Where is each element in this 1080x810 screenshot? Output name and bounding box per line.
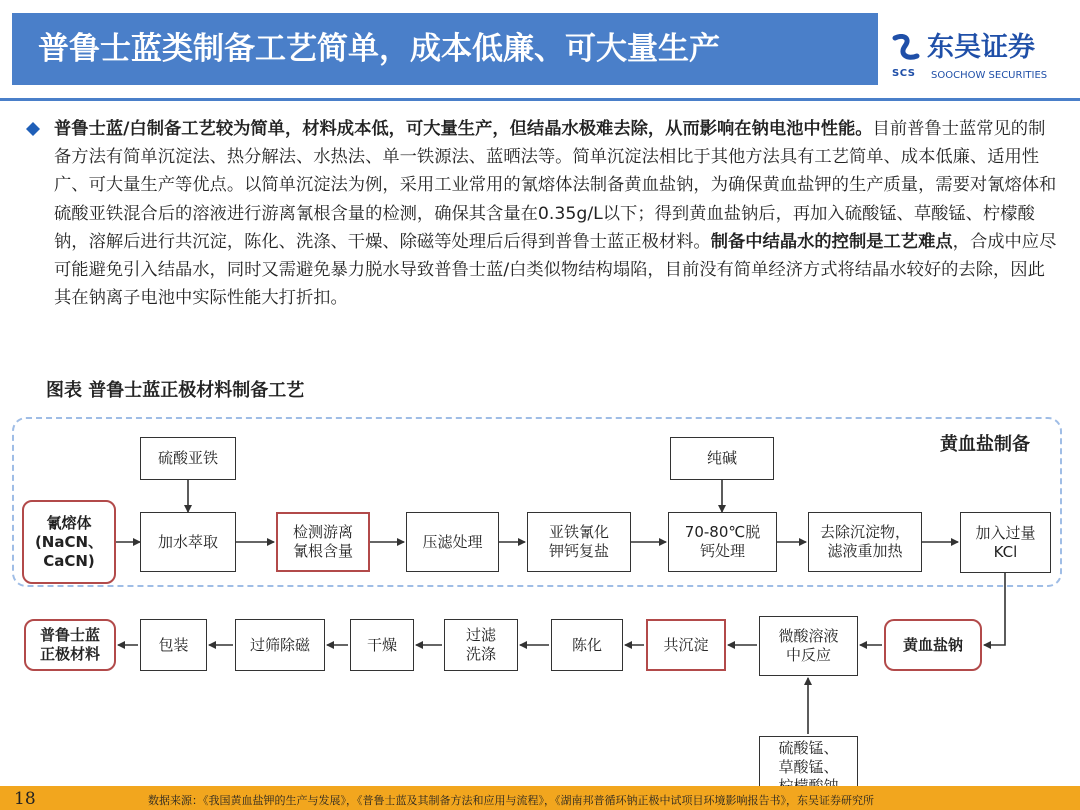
page-title: 普鲁士蓝类制备工艺简单，成本低廉、可大量生产	[38, 31, 720, 67]
node-aging: 陈化	[551, 619, 623, 671]
logo-chinese-name: 东吴证券	[927, 32, 1035, 63]
figure-title: 图表 普鲁士蓝正极材料制备工艺	[46, 380, 305, 401]
node-filter-wash: 过滤 洗涤	[444, 619, 518, 671]
node-remove-precipitate: 去除沉淀物， 滤液重加热	[808, 512, 922, 572]
body-text-2: ，合成中应尽可能避免引入结晶水，同时又需避免暴力脱水导致普鲁士蓝/白类似物结构塌陷，目前没有简单经济方式将结晶水较好的去除，因此其在钠离子电池中实际性能大打折扣。	[54, 231, 1057, 309]
node-drying: 干燥	[350, 619, 414, 671]
lead-sentence: 普鲁士蓝/白制备工艺较为简单，材料成本低，可大量生产，但结晶水极难去除，从而影响在钠电池中性能。	[54, 119, 873, 139]
logo-scs-text: SCS	[892, 68, 916, 79]
key-point: 制备中结晶水的控制是工艺难点	[710, 231, 953, 252]
node-packaging: 包装	[140, 619, 207, 671]
node-water-extraction: 加水萃取	[140, 512, 236, 572]
node-press-filtration: 压滤处理	[406, 512, 499, 572]
source-note: 数据来源：《我国黄血盐钾的生产与发展》，《普鲁士蓝及其制备方法和应用与流程》，《湖南邦普循环钠正极中试项目环境影响报告书》，东吴证券研究所	[148, 794, 874, 807]
node-coprecipitation: 共沉淀	[646, 619, 726, 671]
group-label: 黄血盐制备	[940, 434, 1030, 455]
node-sieve-demagnetize: 过筛除磁	[235, 619, 325, 671]
arrow	[984, 573, 1005, 645]
node-detect-free-cyanide: 检测游离 氰根含量	[276, 512, 370, 572]
node-final-product: 普鲁士蓝 正极材料	[24, 619, 116, 671]
page-number: 18	[14, 789, 36, 809]
body-text-1: 目前普鲁士蓝常见的制备方法有简单沉淀法、热分解法、水热法、单一铁源法、蓝晒法等。简单沉淀法相比于其他方法具有工艺简单、成本低廉、适用性广、可大量生产等优点。以简单沉淀法为例，采用工业常用的氰熔体法制备黄血盐钠，为确保黄血盐钾的生产质量，需要对氰熔体和硫酸亚铁混合后的溶液进行游离氰根含量的检测，确保其含量在0.35g/L以下；得到黄血盐钠后，再加入硫酸锰、草酸锰、柠檬酸钠，溶解后进行共沉淀，陈化、洗涤、干燥、除磁等处理后后得到普鲁士蓝正极材料。	[54, 119, 1057, 252]
node-ferrous-sulfate: 硫酸亚铁	[140, 437, 236, 480]
node-cyanide-melt: 氰熔体 (NaCN、 CaCN)	[22, 500, 116, 584]
node-reagents: 硫酸锰、 草酸锰、	[759, 736, 858, 799]
node-soda-ash: 纯碱	[670, 437, 774, 480]
logo-english-name: SOOCHOW SECURITIES	[931, 70, 1048, 81]
node-decalcification: 70-80℃脱 钙处理	[668, 512, 777, 572]
node-sodium-ferrocyanide: 黄血盐钠	[884, 619, 982, 671]
node-double-salt: 亚铁氰化 钾钙复盐	[527, 512, 631, 572]
node-weak-acid-reaction: 微酸溶液 中反应	[759, 616, 858, 676]
node-add-kcl: 加入过量 KCl	[960, 512, 1051, 573]
